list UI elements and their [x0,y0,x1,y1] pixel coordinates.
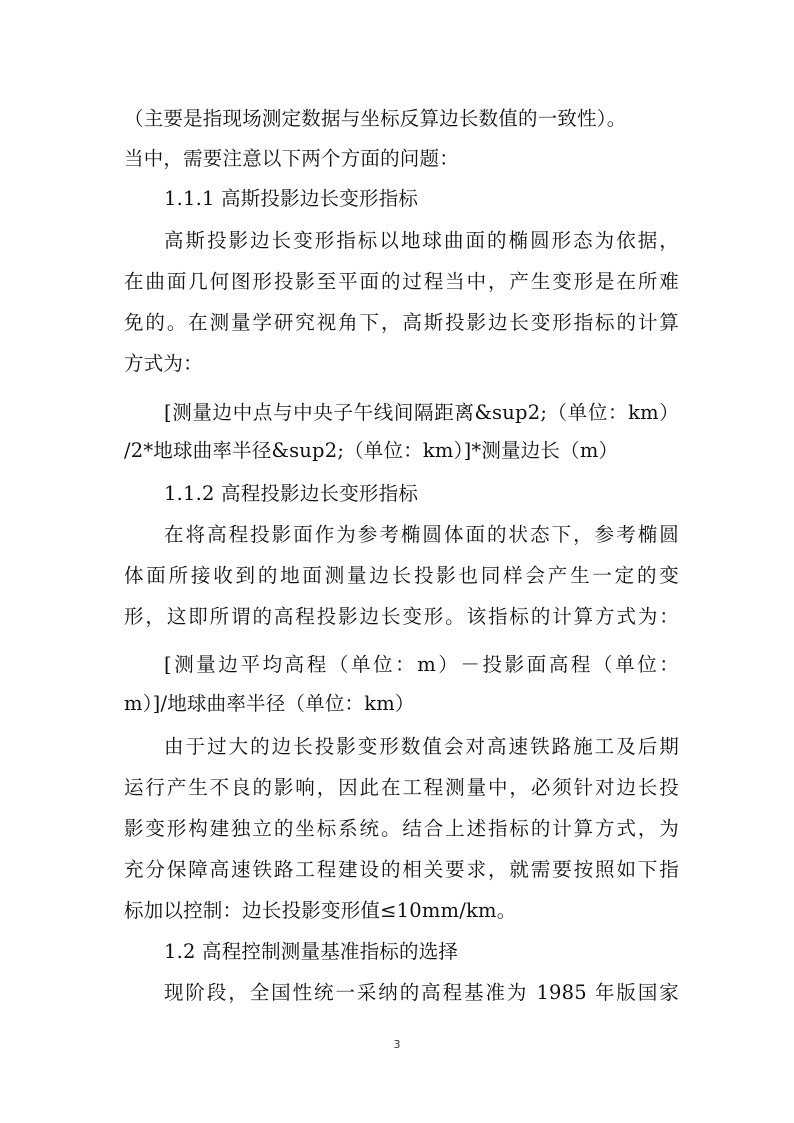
text-line-18: 影变形构建独立的坐标系统。结合上述指标的计算方式，为 [124,817,679,840]
text-line-19: 充分保障高速铁路工程建设的相关要求，就需要按照如下指 [124,858,679,881]
section-heading-1-2: 1.2 高程控制测量基准指标的选择 [164,940,459,963]
text-line-1: （主要是指现场测定数据与坐标反算边长数值的一致性）。 [124,107,627,130]
text-line-11: 在将高程投影面作为参考椭圆体面的状态下，参考椭圆 [164,523,679,546]
text-line-16: 由于过大的边长投影变形数值会对高速铁路施工及后期 [164,735,679,758]
formula-line-2b: m）]/地球曲率半径（单位：km） [124,692,415,715]
text-line-5: 在曲面几何图形投影至平面的过程当中，产生变形是在所难 [124,270,679,293]
text-line-4: 高斯投影边长变形指标以地球曲面的椭圆形态为依据， [164,229,679,252]
text-line-6: 免的。在测量学研究视角下，高斯投影边长变形指标的计算 [124,311,679,334]
text-line-7: 方式为： [124,352,203,375]
text-line-2: 当中，需要注意以下两个方面的问题： [124,147,459,170]
text-line-20: 标加以控制：边长投影变形值≤10mm/km。 [124,899,517,922]
text-line-12: 体面所接收到的地面测量边长投影也同样会产生一定的变 [124,564,679,587]
page-number: 3 [393,1038,401,1051]
text-line-13: 形，这即所谓的高程投影边长变形。该指标的计算方式为： [124,605,679,628]
section-heading-1-1-1: 1.1.1 高斯投影边长变形指标 [164,187,419,210]
text-line-17: 运行产生不良的影响，因此在工程测量中，必须针对边长投 [124,776,679,799]
section-heading-1-1-2: 1.1.2 高程投影边长变形指标 [164,482,419,505]
text-line-22: 现阶段，全国性统一采纳的高程基准为 1985 年版国家 [164,981,679,1004]
formula-line-1a: [测量边中点与中央子午线间隔距离&sup2;（单位：km） [164,401,679,424]
formula-line-1b: /2*地球曲率半径&sup2;（单位：km）]*测量边长（m） [124,439,619,462]
formula-line-2a: [测量边平均高程（单位：m）－投影面高程（单位： [164,653,679,676]
